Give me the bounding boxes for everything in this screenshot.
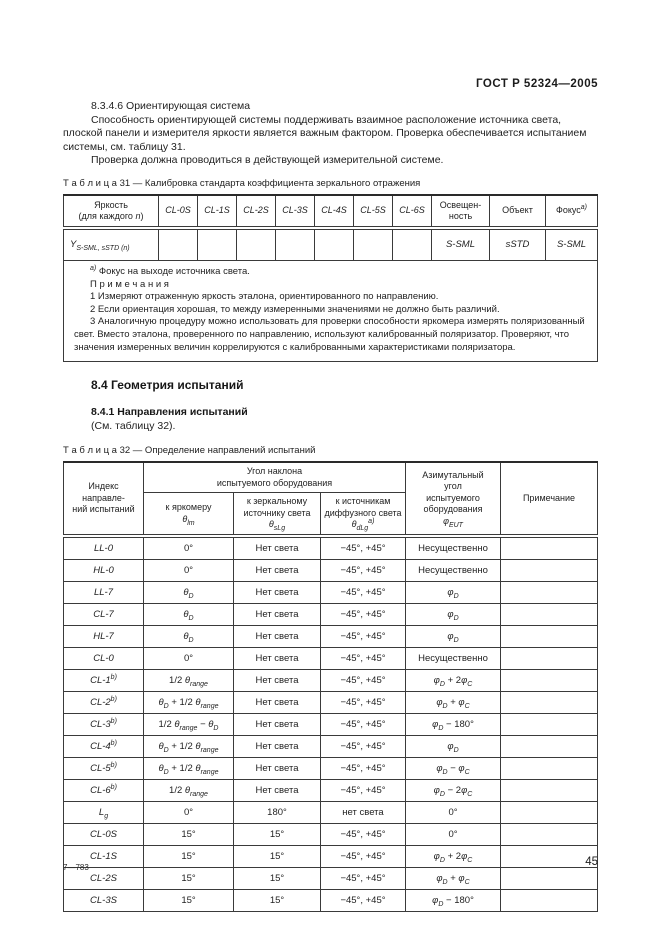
tilt-to-diffuse-cell: −45°, +45°: [321, 823, 406, 845]
azimuth-cell: $\varphi_D + 2\varphi_C$: [406, 669, 501, 691]
table31-data-row: [64, 228, 598, 261]
direction-index-cell: HL-0: [64, 559, 144, 581]
table31-footnotes: [64, 260, 598, 361]
tilt-to-specular-cell: Нет света: [234, 757, 321, 779]
azimuth-cell: Несущественно: [406, 536, 501, 560]
tilt-to-specular-cell: 15°: [234, 867, 321, 889]
table-32: [63, 461, 598, 912]
col-header-to-diffuse-sources: к источникам диффузного света $\theta_{dLg}^{a)}$: [321, 493, 406, 536]
table32-body: [64, 536, 598, 912]
tilt-to-diffuse-cell: −45°, +45°: [321, 845, 406, 867]
tilt-to-specular-cell: Нет света: [234, 625, 321, 647]
note-1: 1 Измеряют отраженную яркость эталона, ориентированного по направлению.: [90, 291, 439, 303]
azimuth-cell: 0°: [406, 823, 501, 845]
tilt-to-diffuse-cell: −45°, +45°: [321, 735, 406, 757]
tilt-to-diffuse-cell: −45°, +45°: [321, 713, 406, 735]
tilt-to-lm-cell: 0°: [144, 801, 234, 823]
table32-row: [64, 889, 598, 911]
table32-row: [64, 779, 598, 801]
tilt-to-lm-cell: $\theta_D + 1/2$ $\theta_{range}$: [144, 735, 234, 757]
col-header-cl5s: CL-5S: [354, 195, 393, 228]
col-group-tilt-angle: Угол наклона испытуемого оборудования: [144, 462, 406, 493]
note-cell: [501, 845, 598, 867]
note-cell: [501, 735, 598, 757]
azimuth-cell: $\varphi_D - 180^\circ$: [406, 889, 501, 911]
footer-print-code: 7—783: [63, 863, 89, 872]
empty-cell: [354, 228, 393, 261]
azimuth-cell: 0°: [406, 801, 501, 823]
azimuth-cell: Несущественно: [406, 559, 501, 581]
tilt-to-lm-cell: 0°: [144, 536, 234, 560]
tilt-to-lm-cell: 0°: [144, 559, 234, 581]
direction-index-cell: CL-4$^{b)}$: [64, 735, 144, 757]
direction-index-cell: CL-0S: [64, 823, 144, 845]
luminance-label-cell: $Y_{S-SML, sSTD (n)}$: [64, 228, 159, 261]
note-cell: [501, 757, 598, 779]
page-number: 45: [585, 856, 598, 868]
azimuth-cell: $\varphi_D + \varphi_C$: [406, 691, 501, 713]
tilt-to-specular-cell: Нет света: [234, 603, 321, 625]
table31-header-row: [64, 195, 598, 228]
note-2: 2 Если ориентация хорошая, то между измеренными значениями не должно быть различий.: [90, 303, 500, 315]
note-cell: [501, 603, 598, 625]
tilt-to-lm-cell: 15°: [144, 867, 234, 889]
tilt-to-specular-cell: Нет света: [234, 713, 321, 735]
azimuth-cell: Несущественно: [406, 647, 501, 669]
note-cell: [501, 647, 598, 669]
tilt-to-diffuse-cell: −45°, +45°: [321, 757, 406, 779]
tilt-to-lm-cell: 15°: [144, 845, 234, 867]
direction-index-cell: HL-7: [64, 625, 144, 647]
tilt-to-specular-cell: Нет света: [234, 735, 321, 757]
direction-index-cell: CL-3$^{b)}$: [64, 713, 144, 735]
note-3: 3 Аналогичную процедуру можно использовать для проверки способности яркомера измерять поляризованный свет. Вместо эталона, проверенного по направлению, используют калиброванный поляризатор. Проверяют, что значения измеренных величин коррелируются с калиброванными характеристиками поляризатора.: [74, 316, 585, 353]
tilt-to-diffuse-cell: нет света: [321, 801, 406, 823]
tilt-to-diffuse-cell: −45°, +45°: [321, 559, 406, 581]
col-header-to-specular-source: к зеркальному источнику света $\theta_{sLg}$: [234, 493, 321, 536]
doc-reference-header: ГОСТ Р 52324—2005: [476, 78, 598, 90]
direction-index-cell: CL-6$^{b)}$: [64, 779, 144, 801]
section-84-heading: 8.4 Геометрия испытаний: [91, 378, 244, 393]
table32-row: [64, 801, 598, 823]
note-cell: [501, 867, 598, 889]
direction-index-cell: CL-7: [64, 603, 144, 625]
table32-row: [64, 867, 598, 889]
azimuth-cell: $\varphi_D$: [406, 603, 501, 625]
col-header-luminance: Яркость (для каждого n): [64, 195, 159, 228]
table32-row: [64, 647, 598, 669]
note-cell: [501, 801, 598, 823]
table32-caption: Т а б л и ц а 32 — Определение направлений испытаний: [63, 445, 316, 457]
table-31: [63, 194, 598, 362]
col-header-cl3s: CL-3S: [276, 195, 315, 228]
col-header-direction-index: Индекс направле- ний испытаний: [64, 462, 144, 536]
table32-row: [64, 536, 598, 560]
tilt-to-specular-cell: Нет света: [234, 647, 321, 669]
tilt-to-lm-cell: 1/2 $\theta_{range}$: [144, 779, 234, 801]
tilt-to-specular-cell: Нет света: [234, 559, 321, 581]
tilt-to-diffuse-cell: −45°, +45°: [321, 691, 406, 713]
table31-footnote-row: [64, 260, 598, 361]
azimuth-cell: $\varphi_D - 2\varphi_C$: [406, 779, 501, 801]
tilt-to-lm-cell: $\theta_D + 1/2$ $\theta_{range}$: [144, 757, 234, 779]
azimuth-cell: $\varphi_D$: [406, 625, 501, 647]
empty-cell: [276, 228, 315, 261]
table32-row: [64, 713, 598, 735]
direction-index-cell: CL-1$^{b)}$: [64, 669, 144, 691]
table32-header-row-1: [64, 462, 598, 493]
tilt-to-lm-cell: 1/2 $\theta_{range} - \theta_D$: [144, 713, 234, 735]
empty-cell: [393, 228, 432, 261]
direction-index-cell: LL-0: [64, 536, 144, 560]
azimuth-cell: $\varphi_D + 2\varphi_C$: [406, 845, 501, 867]
tilt-to-lm-cell: $\theta_D$: [144, 581, 234, 603]
tilt-to-specular-cell: 15°: [234, 823, 321, 845]
tilt-to-lm-cell: 0°: [144, 647, 234, 669]
note-cell: [501, 713, 598, 735]
tilt-to-lm-cell: $\theta_D$: [144, 625, 234, 647]
note-cell: [501, 823, 598, 845]
tilt-to-specular-cell: 15°: [234, 889, 321, 911]
section-841-heading: 8.4.1 Направления испытаний: [91, 406, 248, 419]
col-header-cl1s: CL-1S: [198, 195, 237, 228]
direction-index-cell: CL-2S: [64, 867, 144, 889]
col-header-note: Примечание: [501, 462, 598, 536]
empty-cell: [315, 228, 354, 261]
tilt-to-diffuse-cell: −45°, +45°: [321, 669, 406, 691]
direction-index-cell: CL-1S: [64, 845, 144, 867]
table31-caption: Т а б л и ц а 31 — Калибровка стандарта коэффициента зеркального отражения: [63, 177, 421, 189]
page-content: [63, 100, 597, 912]
note-cell: [501, 691, 598, 713]
azimuth-cell: $\varphi_D$: [406, 581, 501, 603]
col-header-focus: Фокус$^{a)}$: [546, 195, 598, 228]
object-value-cell: sSTD: [490, 228, 546, 261]
note-cell: [501, 625, 598, 647]
tilt-to-specular-cell: Нет света: [234, 669, 321, 691]
direction-index-cell: CL-5$^{b)}$: [64, 757, 144, 779]
tilt-to-diffuse-cell: −45°, +45°: [321, 779, 406, 801]
azimuth-cell: $\varphi_D - \varphi_C$: [406, 757, 501, 779]
section-8346-paragraph-2: Проверка должна проводиться в действующей измерительной системе.: [91, 154, 444, 167]
focus-value-cell: S-SML: [546, 228, 598, 261]
table32-row: [64, 845, 598, 867]
azimuth-cell: $\varphi_D$: [406, 735, 501, 757]
col-header-to-luminance-meter: к яркомеру $\theta_{lm}$: [144, 493, 234, 536]
col-header-object: Объект: [490, 195, 546, 228]
tilt-to-diffuse-cell: −45°, +45°: [321, 581, 406, 603]
footnote-a: $^{a)}$ Фокус на выходе источника света.: [90, 264, 250, 277]
table32-row: [64, 669, 598, 691]
tilt-to-specular-cell: Нет света: [234, 581, 321, 603]
col-header-cl0s: CL-0S: [159, 195, 198, 228]
table32-row: [64, 823, 598, 845]
tilt-to-lm-cell: $\theta_D$: [144, 603, 234, 625]
direction-index-cell: LL-7: [64, 581, 144, 603]
note-cell: [501, 536, 598, 560]
note-cell: [501, 669, 598, 691]
see-table-note: (См. таблицу 32).: [91, 419, 176, 432]
note-cell: [501, 559, 598, 581]
tilt-to-specular-cell: Нет света: [234, 779, 321, 801]
notes-label: П р и м е ч а н и я: [90, 278, 169, 290]
section-8346-heading: 8.3.4.6 Ориентирующая система: [91, 100, 251, 112]
col-header-cl6s: CL-6S: [393, 195, 432, 228]
tilt-to-lm-cell: 1/2 $\theta_{range}$: [144, 669, 234, 691]
empty-cell: [237, 228, 276, 261]
tilt-to-diffuse-cell: −45°, +45°: [321, 603, 406, 625]
empty-cell: [198, 228, 237, 261]
direction-index-cell: $L_g$: [64, 801, 144, 823]
col-header-illuminance: Освещен- ность: [432, 195, 490, 228]
direction-index-cell: CL-3S: [64, 889, 144, 911]
tilt-to-specular-cell: 15°: [234, 845, 321, 867]
table32-row: [64, 625, 598, 647]
col-header-cl4s: CL-4S: [315, 195, 354, 228]
col-header-cl2s: CL-2S: [237, 195, 276, 228]
tilt-to-diffuse-cell: −45°, +45°: [321, 536, 406, 560]
direction-index-cell: CL-0: [64, 647, 144, 669]
tilt-to-diffuse-cell: −45°, +45°: [321, 647, 406, 669]
tilt-to-lm-cell: 15°: [144, 823, 234, 845]
col-header-azimuth: Азимутальный угол испытуемого оборудования $\varphi_{EUT}$: [406, 462, 501, 536]
table32-row: [64, 757, 598, 779]
table32-row: [64, 581, 598, 603]
tilt-to-lm-cell: $\theta_D + 1/2$ $\theta_{range}$: [144, 691, 234, 713]
tilt-to-specular-cell: 180°: [234, 801, 321, 823]
note-cell: [501, 581, 598, 603]
note-cell: [501, 779, 598, 801]
direction-index-cell: CL-2$^{b)}$: [64, 691, 144, 713]
note-cell: [501, 889, 598, 911]
tilt-to-diffuse-cell: −45°, +45°: [321, 889, 406, 911]
azimuth-cell: $\varphi_D - 180^\circ$: [406, 713, 501, 735]
azimuth-cell: $\varphi_D + \varphi_C$: [406, 867, 501, 889]
illuminance-value-cell: S-SML: [432, 228, 490, 261]
tilt-to-diffuse-cell: −45°, +45°: [321, 625, 406, 647]
table32-row: [64, 735, 598, 757]
tilt-to-lm-cell: 15°: [144, 889, 234, 911]
tilt-to-specular-cell: Нет света: [234, 691, 321, 713]
tilt-to-specular-cell: Нет света: [234, 536, 321, 560]
table32-row: [64, 603, 598, 625]
tilt-to-diffuse-cell: −45°, +45°: [321, 867, 406, 889]
empty-cell: [159, 228, 198, 261]
section-8346-paragraph-1: Способность ориентирующей системы поддерживать взаимное расположение источника света, плоской панели и измерителя яркости является важным фактором. Проверка обеспечивается испытанием системы, см. таблицу 31.: [63, 113, 587, 153]
table32-row: [64, 559, 598, 581]
table32-row: [64, 691, 598, 713]
